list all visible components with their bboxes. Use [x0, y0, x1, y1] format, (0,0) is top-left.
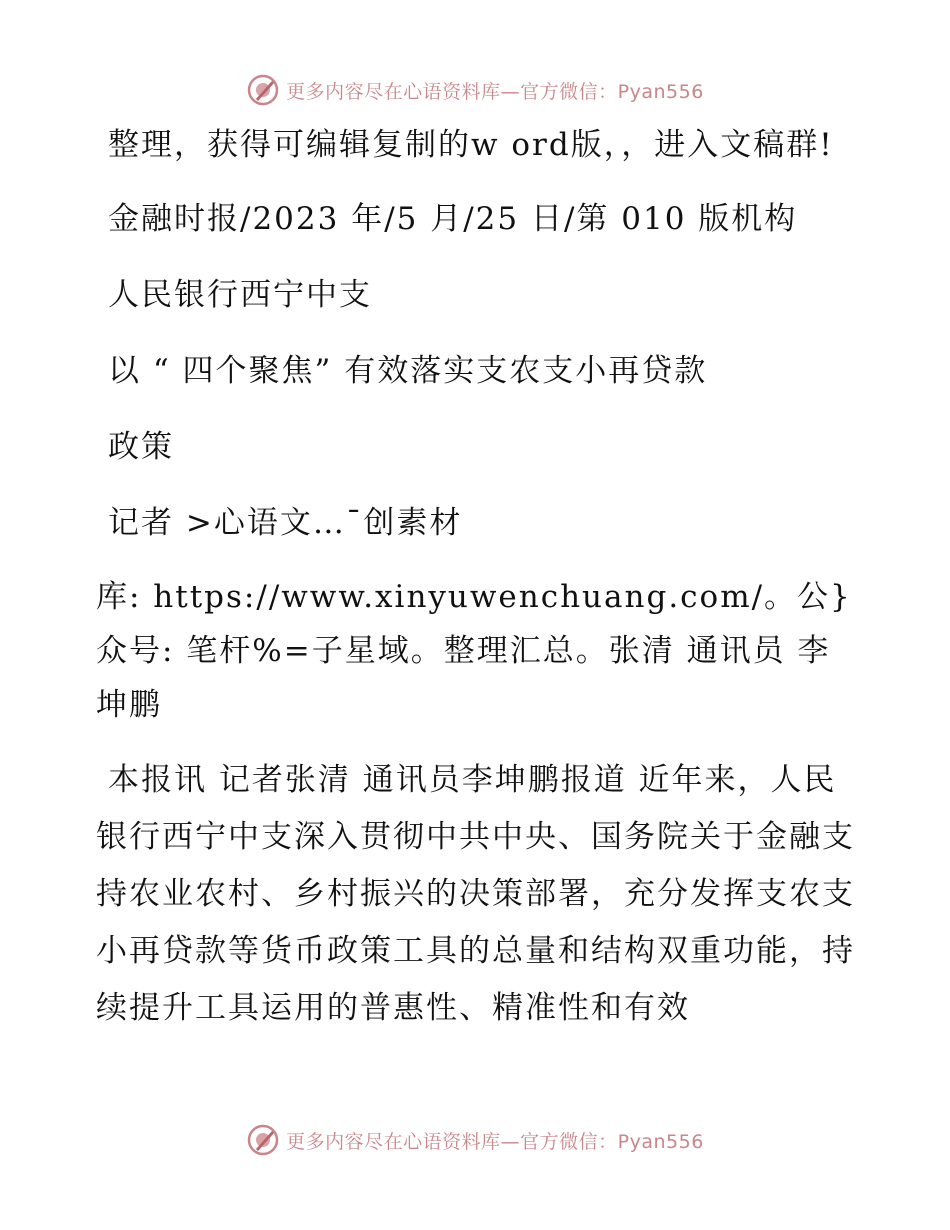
intro-paragraph: 整理，获得可编辑复制的w ord版，，进入文稿群!	[108, 127, 834, 163]
pen-circle-logo-icon	[246, 73, 280, 107]
institution-line: 人民银行西宁中支	[108, 277, 372, 313]
article-lead-paragraph: 本报讯 记者张清 通讯员李坤鹏报道 近年来，人民银行西宁中支深入贯彻中共中央、国务院关于金融支持农业农村、乡村振兴的决策部署，充分发挥支农支小再贷款等货币政策工具的总量和结构双重功能，持续提升工具运用的普惠性、精准性和有效	[96, 762, 855, 1026]
article-title-continued: 政策	[108, 429, 174, 465]
byline: 记者 >心语文…¯创素材	[108, 505, 463, 541]
article-title: 以 “ 四个聚焦” 有效落实支农支小再贷款	[108, 353, 708, 389]
header-watermark	[0, 70, 950, 110]
document-body	[96, 118, 856, 1057]
source-line: 金融时报/2023 年/5 月/25 日/第 010 版机构	[108, 201, 798, 237]
footer-watermark	[0, 1120, 950, 1160]
byline-continued: 库: https://www.xinyuwenchuang.com/。公}众号: 笔杆%=子星域。整理汇总。张清 通讯员 李坤鹏	[96, 579, 852, 723]
pen-circle-logo-icon	[246, 1123, 280, 1157]
watermark-text: 更多内容尽在心语资料库—官方微信：Pyan556	[286, 80, 704, 103]
watermark-text: 更多内容尽在心语资料库—官方微信：Pyan556	[286, 1130, 704, 1153]
